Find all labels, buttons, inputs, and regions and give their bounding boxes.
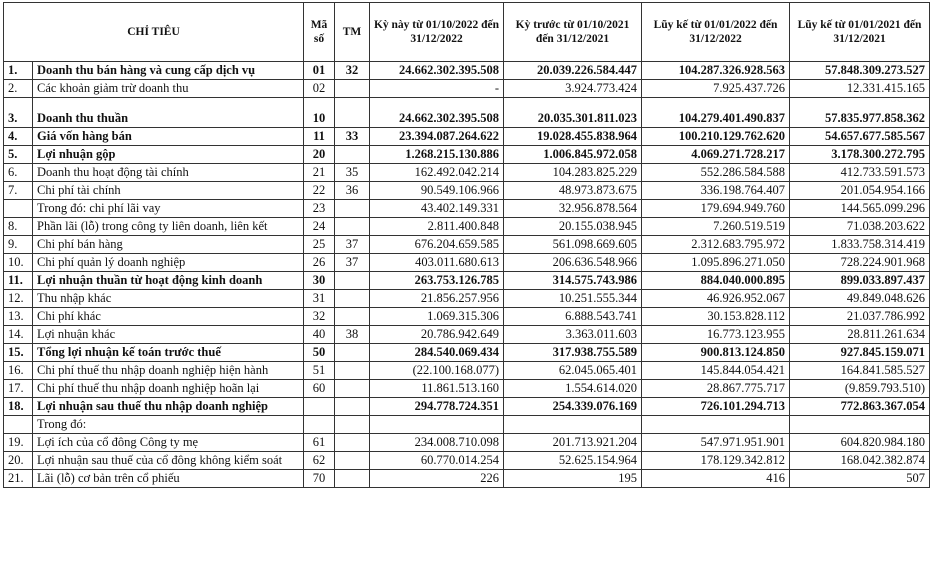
- table-row: [4, 308, 930, 326]
- value-previous-quarter: 317.938.755.589: [504, 344, 642, 362]
- table-row: [4, 344, 930, 362]
- value-current-quarter: 676.204.659.585: [370, 236, 504, 254]
- value-previous-quarter: 3.363.011.603: [504, 326, 642, 344]
- value-current-quarter: 24.662.302.395.508: [370, 98, 504, 128]
- row-label: Doanh thu bán hàng và cung cấp dịch vụ: [33, 62, 304, 80]
- value-ytd-current: [642, 416, 790, 434]
- value-current-quarter: 284.540.069.434: [370, 344, 504, 362]
- value-ytd-previous: [790, 416, 930, 434]
- value-previous-quarter: 254.339.076.169: [504, 398, 642, 416]
- row-code: 26: [304, 254, 335, 272]
- row-code: 23: [304, 200, 335, 218]
- value-ytd-previous: 201.054.954.166: [790, 182, 930, 200]
- value-ytd-previous: 12.331.415.165: [790, 80, 930, 98]
- row-code: 31: [304, 290, 335, 308]
- value-ytd-previous: 604.820.984.180: [790, 434, 930, 452]
- value-ytd-current: 28.867.775.717: [642, 380, 790, 398]
- value-ytd-previous: (9.859.793.510): [790, 380, 930, 398]
- value-current-quarter: 11.861.513.160: [370, 380, 504, 398]
- value-previous-quarter: 62.045.065.401: [504, 362, 642, 380]
- value-ytd-current: 30.153.828.112: [642, 308, 790, 326]
- row-number: 4.: [4, 128, 33, 146]
- row-label: Lợi nhuận sau thuế thu nhập doanh nghiệp: [33, 398, 304, 416]
- row-code: 11: [304, 128, 335, 146]
- value-ytd-previous: 49.849.048.626: [790, 290, 930, 308]
- table-row: [4, 218, 930, 236]
- value-previous-quarter: 52.625.154.964: [504, 452, 642, 470]
- table-row: [4, 236, 930, 254]
- row-note: [335, 290, 370, 308]
- row-label: Trong đó: chi phí lãi vay: [33, 200, 304, 218]
- value-ytd-current: 4.069.271.728.217: [642, 146, 790, 164]
- value-current-quarter: 234.008.710.098: [370, 434, 504, 452]
- row-label: Lợi nhuận khác: [33, 326, 304, 344]
- row-label: Chi phí khác: [33, 308, 304, 326]
- value-current-quarter: 294.778.724.351: [370, 398, 504, 416]
- row-note: 33: [335, 128, 370, 146]
- row-code: 70: [304, 470, 335, 488]
- value-ytd-previous: 71.038.203.622: [790, 218, 930, 236]
- row-note: 36: [335, 182, 370, 200]
- table-row: [4, 452, 930, 470]
- value-current-quarter: 20.786.942.649: [370, 326, 504, 344]
- value-ytd-current: 547.971.951.901: [642, 434, 790, 452]
- value-previous-quarter: 20.035.301.811.023: [504, 98, 642, 128]
- value-current-quarter: 226: [370, 470, 504, 488]
- value-previous-quarter: 561.098.669.605: [504, 236, 642, 254]
- value-previous-quarter: 1.006.845.972.058: [504, 146, 642, 164]
- row-number: 13.: [4, 308, 33, 326]
- value-ytd-previous: 57.835.977.858.362: [790, 98, 930, 128]
- value-current-quarter: 24.662.302.395.508: [370, 62, 504, 80]
- value-ytd-current: 46.926.952.067: [642, 290, 790, 308]
- header-current-quarter: Kỳ này từ 01/10/2022 đến 31/12/2022: [370, 3, 504, 62]
- table-row: [4, 98, 930, 128]
- table-row: [4, 62, 930, 80]
- table-row: [4, 164, 930, 182]
- table-row: [4, 182, 930, 200]
- value-ytd-previous: 772.863.367.054: [790, 398, 930, 416]
- header-previous-quarter: Kỳ trước từ 01/10/2021 đến 31/12/2021: [504, 3, 642, 62]
- row-note: [335, 146, 370, 164]
- value-ytd-current: 416: [642, 470, 790, 488]
- header-ytd-previous: Lũy kế từ 01/01/2021 đến 31/12/2021: [790, 3, 930, 62]
- value-ytd-current: 884.040.000.895: [642, 272, 790, 290]
- header-row: [4, 3, 930, 62]
- table-row: [4, 128, 930, 146]
- value-current-quarter: 263.753.126.785: [370, 272, 504, 290]
- value-current-quarter: 43.402.149.331: [370, 200, 504, 218]
- row-code: 50: [304, 344, 335, 362]
- row-note: [335, 272, 370, 290]
- value-ytd-previous: 168.042.382.874: [790, 452, 930, 470]
- row-label: Lợi nhuận sau thuế của cổ đông không kiểm soát: [33, 452, 304, 470]
- table-row: [4, 362, 930, 380]
- row-label: Doanh thu hoạt động tài chính: [33, 164, 304, 182]
- row-number: 8.: [4, 218, 33, 236]
- row-number: 10.: [4, 254, 33, 272]
- row-note: [335, 218, 370, 236]
- row-note: 37: [335, 254, 370, 272]
- value-ytd-previous: 3.178.300.272.795: [790, 146, 930, 164]
- row-note: 38: [335, 326, 370, 344]
- row-number: 2.: [4, 80, 33, 98]
- row-code: 51: [304, 362, 335, 380]
- value-ytd-current: 104.287.326.928.563: [642, 62, 790, 80]
- row-label: Thu nhập khác: [33, 290, 304, 308]
- value-ytd-current: 2.312.683.795.972: [642, 236, 790, 254]
- value-previous-quarter: 314.575.743.986: [504, 272, 642, 290]
- row-label: Phần lãi (lỗ) trong công ty liên doanh, liên kết: [33, 218, 304, 236]
- value-previous-quarter: 6.888.543.741: [504, 308, 642, 326]
- value-ytd-previous: 28.811.261.634: [790, 326, 930, 344]
- value-ytd-current: 104.279.401.490.837: [642, 98, 790, 128]
- row-label: Chi phí thuế thu nhập doanh nghiệp hoãn lại: [33, 380, 304, 398]
- table-row: [4, 254, 930, 272]
- row-number: 5.: [4, 146, 33, 164]
- row-code: 22: [304, 182, 335, 200]
- row-label: Trong đó:: [33, 416, 304, 434]
- row-label: Các khoản giảm trừ doanh thu: [33, 80, 304, 98]
- row-number: 16.: [4, 362, 33, 380]
- row-label: Chi phí thuế thu nhập doanh nghiệp hiện hành: [33, 362, 304, 380]
- row-note: [335, 416, 370, 434]
- value-previous-quarter: 20.155.038.945: [504, 218, 642, 236]
- value-previous-quarter: 3.924.773.424: [504, 80, 642, 98]
- row-number: 20.: [4, 452, 33, 470]
- value-previous-quarter: [504, 416, 642, 434]
- row-code: 01: [304, 62, 335, 80]
- row-label: Lãi (lỗ) cơ bản trên cổ phiếu: [33, 470, 304, 488]
- row-code: [304, 416, 335, 434]
- row-number: 15.: [4, 344, 33, 362]
- row-note: [335, 398, 370, 416]
- table-row: [4, 326, 930, 344]
- row-code: 24: [304, 218, 335, 236]
- value-current-quarter: 1.069.315.306: [370, 308, 504, 326]
- value-previous-quarter: 32.956.878.564: [504, 200, 642, 218]
- value-ytd-current: 7.925.437.726: [642, 80, 790, 98]
- row-number: 14.: [4, 326, 33, 344]
- value-current-quarter: 1.268.215.130.886: [370, 146, 504, 164]
- row-label: Giá vốn hàng bán: [33, 128, 304, 146]
- row-note: [335, 434, 370, 452]
- row-label: Doanh thu thuần: [33, 98, 304, 128]
- value-ytd-previous: 507: [790, 470, 930, 488]
- row-label: Lợi nhuận thuần từ hoạt động kinh doanh: [33, 272, 304, 290]
- value-ytd-previous: 21.037.786.992: [790, 308, 930, 326]
- row-note: [335, 80, 370, 98]
- value-ytd-previous: 899.033.897.437: [790, 272, 930, 290]
- row-note: [335, 200, 370, 218]
- value-ytd-current: 552.286.584.588: [642, 164, 790, 182]
- value-previous-quarter: 19.028.455.838.964: [504, 128, 642, 146]
- header-ytd-current: Lũy kế từ 01/01/2022 đến 31/12/2022: [642, 3, 790, 62]
- row-note: [335, 344, 370, 362]
- row-number: 1.: [4, 62, 33, 80]
- row-number: 6.: [4, 164, 33, 182]
- row-code: 32: [304, 308, 335, 326]
- value-previous-quarter: 104.283.825.229: [504, 164, 642, 182]
- row-note: 35: [335, 164, 370, 182]
- row-code: 02: [304, 80, 335, 98]
- row-label: Chi phí bán hàng: [33, 236, 304, 254]
- table-row: [4, 416, 930, 434]
- row-code: [304, 398, 335, 416]
- value-ytd-previous: 144.565.099.296: [790, 200, 930, 218]
- row-code: 25: [304, 236, 335, 254]
- row-number: 21.: [4, 470, 33, 488]
- value-ytd-previous: 54.657.677.585.567: [790, 128, 930, 146]
- value-previous-quarter: 206.636.548.966: [504, 254, 642, 272]
- table-body: [4, 62, 930, 488]
- value-ytd-previous: 412.733.591.573: [790, 164, 930, 182]
- row-note: [335, 308, 370, 326]
- value-previous-quarter: 20.039.226.584.447: [504, 62, 642, 80]
- row-code: 10: [304, 98, 335, 128]
- row-number: 9.: [4, 236, 33, 254]
- table-row: [4, 146, 930, 164]
- row-code: 60: [304, 380, 335, 398]
- value-current-quarter: 403.011.680.613: [370, 254, 504, 272]
- row-number: 19.: [4, 434, 33, 452]
- value-ytd-current: 726.101.294.713: [642, 398, 790, 416]
- value-ytd-previous: 164.841.585.527: [790, 362, 930, 380]
- value-previous-quarter: 10.251.555.344: [504, 290, 642, 308]
- value-ytd-current: 336.198.764.407: [642, 182, 790, 200]
- row-note: [335, 98, 370, 128]
- value-current-quarter: [370, 416, 504, 434]
- value-current-quarter: 90.549.106.966: [370, 182, 504, 200]
- value-ytd-previous: 57.848.309.273.527: [790, 62, 930, 80]
- value-previous-quarter: 48.973.873.675: [504, 182, 642, 200]
- table-row: [4, 200, 930, 218]
- value-ytd-previous: 927.845.159.071: [790, 344, 930, 362]
- row-code: 62: [304, 452, 335, 470]
- table-row: [4, 434, 930, 452]
- table-row: [4, 398, 930, 416]
- value-ytd-current: 100.210.129.762.620: [642, 128, 790, 146]
- row-code: 61: [304, 434, 335, 452]
- value-ytd-current: 179.694.949.760: [642, 200, 790, 218]
- row-number: 11.: [4, 272, 33, 290]
- value-previous-quarter: 195: [504, 470, 642, 488]
- header-label: CHỈ TIÊU: [4, 3, 304, 62]
- value-ytd-current: 16.773.123.955: [642, 326, 790, 344]
- row-note: [335, 452, 370, 470]
- value-previous-quarter: 1.554.614.020: [504, 380, 642, 398]
- row-label: Chi phí quản lý doanh nghiệp: [33, 254, 304, 272]
- value-ytd-current: 145.844.054.421: [642, 362, 790, 380]
- row-note: 37: [335, 236, 370, 254]
- income-statement-table: [3, 2, 930, 488]
- row-label: Chi phí tài chính: [33, 182, 304, 200]
- row-label: Lợi nhuận gộp: [33, 146, 304, 164]
- row-number: [4, 416, 33, 434]
- row-number: [4, 200, 33, 218]
- row-note: [335, 470, 370, 488]
- value-current-quarter: 21.856.257.956: [370, 290, 504, 308]
- value-current-quarter: 23.394.087.264.622: [370, 128, 504, 146]
- row-note: [335, 362, 370, 380]
- value-ytd-current: 1.095.896.271.050: [642, 254, 790, 272]
- value-ytd-current: 900.813.124.850: [642, 344, 790, 362]
- row-number: 3.: [4, 98, 33, 128]
- row-code: 21: [304, 164, 335, 182]
- value-ytd-current: 178.129.342.812: [642, 452, 790, 470]
- table-row: [4, 290, 930, 308]
- header-code: Mã số: [304, 3, 335, 62]
- value-previous-quarter: 201.713.921.204: [504, 434, 642, 452]
- table-row: [4, 380, 930, 398]
- value-current-quarter: 60.770.014.254: [370, 452, 504, 470]
- row-label: Tổng lợi nhuận kế toán trước thuế: [33, 344, 304, 362]
- row-code: 20: [304, 146, 335, 164]
- value-current-quarter: -: [370, 80, 504, 98]
- value-current-quarter: 162.492.042.214: [370, 164, 504, 182]
- row-code: 40: [304, 326, 335, 344]
- row-number: 17.: [4, 380, 33, 398]
- row-label: Lợi ích của cổ đông Công ty mẹ: [33, 434, 304, 452]
- row-number: 12.: [4, 290, 33, 308]
- value-ytd-previous: 1.833.758.314.419: [790, 236, 930, 254]
- row-number: 18.: [4, 398, 33, 416]
- header-note: TM: [335, 3, 370, 62]
- table-row: [4, 470, 930, 488]
- value-ytd-current: 7.260.519.519: [642, 218, 790, 236]
- table-row: [4, 272, 930, 290]
- table-row: [4, 80, 930, 98]
- value-current-quarter: 2.811.400.848: [370, 218, 504, 236]
- value-ytd-previous: 728.224.901.968: [790, 254, 930, 272]
- row-number: 7.: [4, 182, 33, 200]
- row-note: 32: [335, 62, 370, 80]
- value-current-quarter: (22.100.168.077): [370, 362, 504, 380]
- row-code: 30: [304, 272, 335, 290]
- row-note: [335, 380, 370, 398]
